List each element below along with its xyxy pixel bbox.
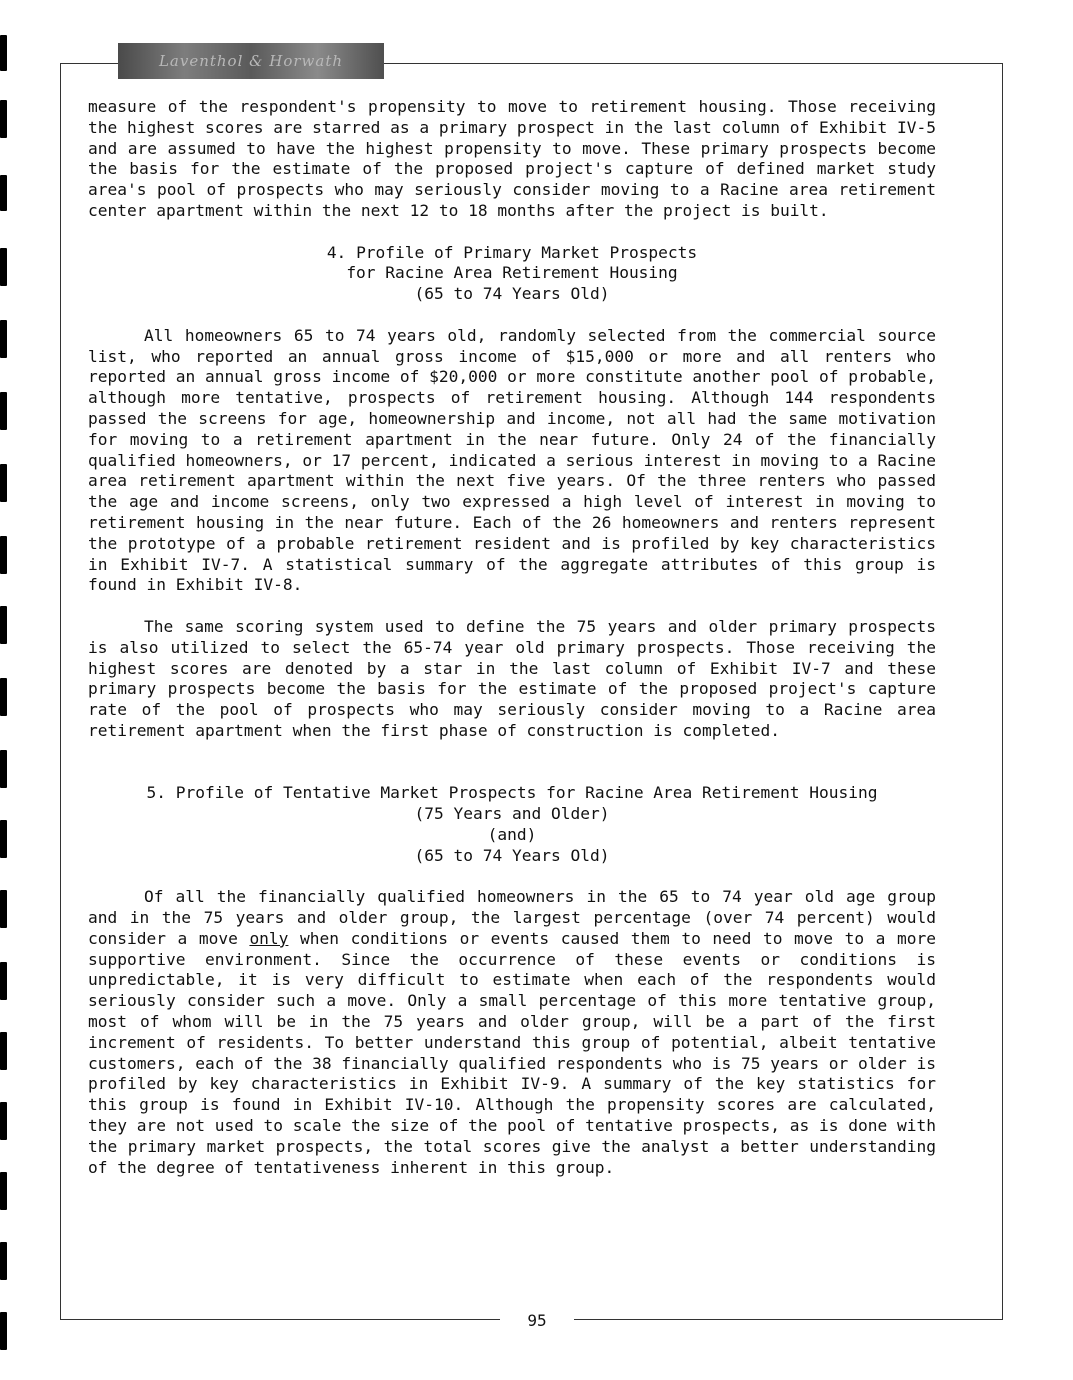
section-4-line2: for Racine Area Retirement Housing [346, 263, 678, 283]
section-5-heading [88, 783, 936, 866]
section-5-line2: (75 Years and Older) [414, 804, 610, 824]
underlined-only: only [249, 928, 289, 948]
paragraph-tentative-prospects [88, 887, 936, 1178]
section-5-line3: (and) [487, 824, 537, 844]
paragraph-tentative-part1: Of all the financially qualified homeowners in the 65 to 74 year old age group and in the 75 years and older group, the largest percentage (over 74 percent) would consider a move [88, 887, 936, 948]
section-4-heading [88, 243, 936, 305]
section-4-line3: (65 to 74 Years Old) [414, 284, 610, 304]
paragraph-primary-prospects: All homeowners 65 to 74 years old, randomly selected from the commercial source list, who reported an annual gross income of $15,000 or more and all renters who reported an annual gross income of $20,000 or more constitute another pool of probable, although more tentative, prospects of retirement housing. Although 144 respondents passed the screens for age, homeownership and income, not all had the same motivation for moving to a retirement apartment in the near future. Only 24 of the financially qualified homeowners, or 17 percent, indicated a serious interest in moving to a Racine area retirement apartment within the next five years. Of the three renters who passed the age and income screens, only two expressed a high level of interest in moving to retirement housing in the near future. Each of the 26 homeowners and renters represent the prototype of a probable retirement resident and is profiled by key characteristics in Exhibit IV-7. A statistical summary of the aggregate attributes of this group is found in Exhibit IV-8. [88, 325, 936, 595]
section-4-line1: Profile of Primary Market Prospects [356, 242, 698, 262]
binder-marks [0, 0, 14, 1380]
paragraph-tentative-part2: when conditions or events caused them to need to move to a more supportive environment. Since the occurrence of these events or conditions is unpredictable, it is very difficult to estimate when each of the respondents would seriously consider such a move. Only a small percentage of this more tentative group, most of whom will be in the 75 years and older group, will be a part of the first increment of residents. To better understand this group of potential, albeit tentative customers, each of the 38 financially qualified respondents who is 75 years or older is profiled by key characteristics in Exhibit IV-9. A summary of the key statistics for this group is found in Exhibit IV-10. Although the propensity scores are calculated, they are not used to scale the size of the pool of tentative prospects, as is done with the primary market prospects, the total scores give the analyst a better understanding of the degree of tentativeness inherent in this group. [88, 928, 936, 1177]
section-4-number: 4. [326, 242, 347, 262]
document-body [88, 97, 936, 1178]
page-number: 95 [500, 1309, 574, 1333]
section-5-line4: (65 to 74 Years Old) [414, 845, 610, 865]
logo-text: Laventhol & Horwath [158, 52, 344, 70]
header-logo [118, 43, 384, 79]
paragraph-scoring-system: The same scoring system used to define the 75 years and older primary prospects is also utilized to select the 65-74 year old primary prospects. Those receiving the highest scores are denoted by a star in the last column of Exhibit IV-7 and these primary prospects become the basis for the estimate of the proposed project's capture rate of the pool of prospects who may seriously consider moving to a Racine area retirement apartment when the first phase of construction is completed. [88, 616, 936, 740]
section-4-title [88, 243, 936, 264]
paragraph-propensity: measure of the respondent's propensity to move to retirement housing. Those receiving the highest scores are starred as a primary prospect in the last column of Exhibit IV-5 and are assumed to have the highest propensity to move. These primary prospects become the basis for the estimate of the proposed project's capture of defined market study area's pool of prospects who may seriously consider moving to a Racine area retirement center apartment within the next 12 to 18 months after the project is built. [88, 97, 936, 220]
section-5-line1: Profile of Tentative Market Prospects for Racine Area Retirement Housing [175, 783, 878, 803]
section-5-title [88, 783, 936, 804]
section-5-number: 5. [146, 783, 167, 803]
